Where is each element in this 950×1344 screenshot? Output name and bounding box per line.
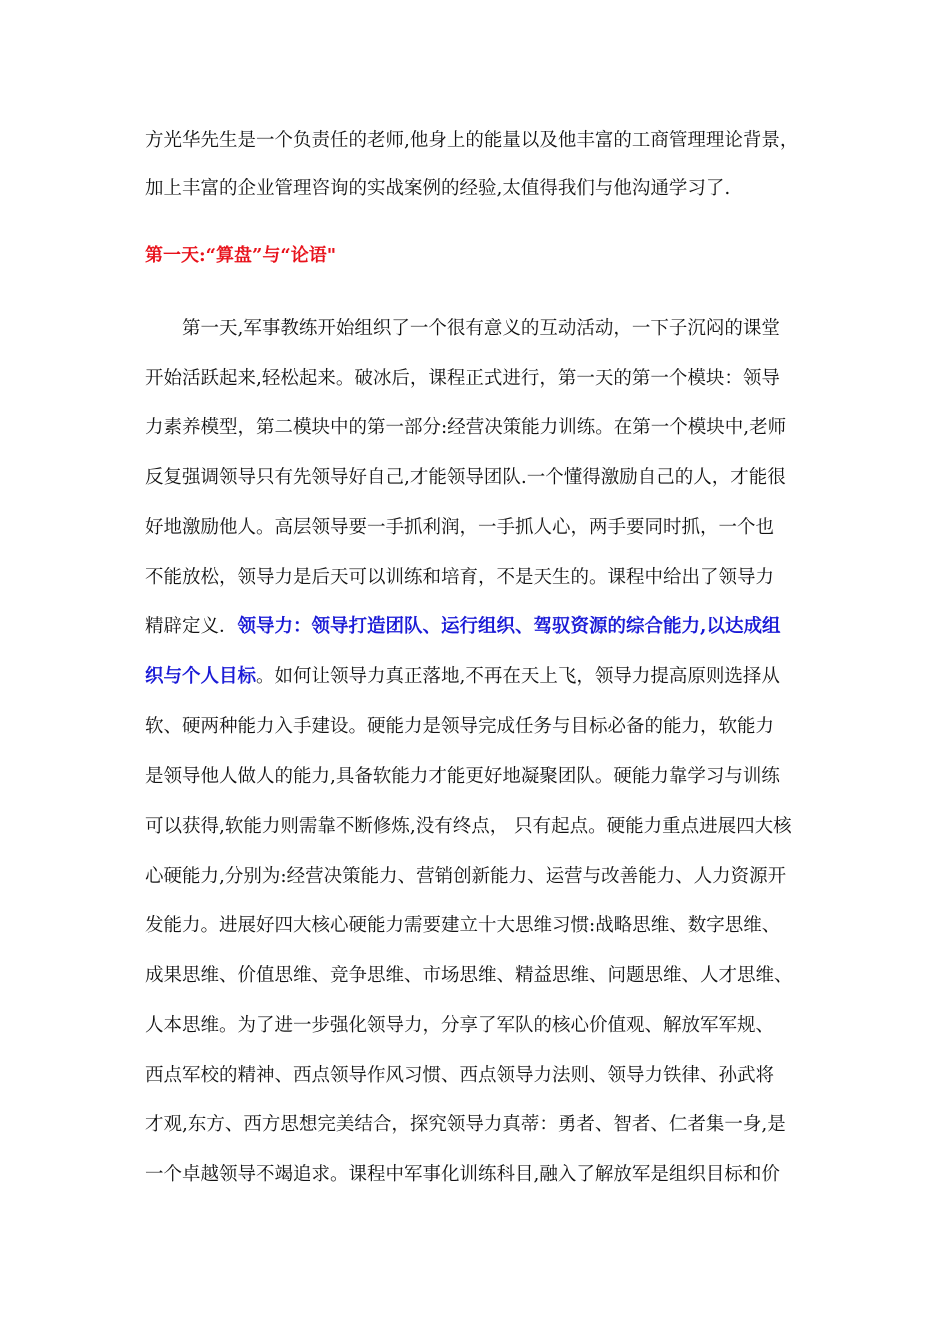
paragraph-line-14: 成果思维、价值思维、竞争思维、市场思维、精益思维、问题思维、人才思维、: [145, 965, 793, 986]
intro-line-1: 方光华先生是一个负责任的老师,他身上的能量以及他丰富的工商管理理论背景，: [145, 130, 799, 151]
leadership-definition-part-2: 织与个人目标: [145, 666, 257, 687]
paragraph-line-12: 心硬能力,分别为:经营决策能力、营销创新能力、运营与改善能力、人力资源开: [145, 866, 787, 887]
leadership-definition-part-1: 领导力：领导打造团队、运行组织、驾驭资源的综合能力,以达成组: [237, 616, 781, 637]
paragraph-line-5: 好地激励他人。高层领导要一手抓利润，一手抓人心，两手要同时抓，一个也: [145, 517, 775, 538]
paragraph-line-17: 才观,东方、西方思想完美结合，探究领导力真蒂：勇者、智者、仁者集一身,是: [145, 1114, 786, 1135]
paragraph-line-10: 是领导他人做人的能力,具备软能力才能更好地凝聚团队。硬能力靠学习与训练: [145, 766, 780, 787]
paragraph-line-2: 开始活跃起来,轻松起来。破冰后，课程正式进行，第一天的第一个模块：领导: [145, 368, 780, 389]
paragraph-line-18: 一个卓越领导不竭追求。课程中军事化训练科目,融入了解放军是组织目标和价: [145, 1164, 780, 1185]
definition-intro: 精辟定义．: [145, 616, 238, 637]
paragraph-line-13: 发能力。进展好四大核心硬能力需要建立十大思维习惯:战略思维、数字思维、: [145, 915, 781, 936]
paragraph-line-3: 力素养模型，第二模块中的第一部分:经营决策能力训练。在第一个模块中,老师: [145, 417, 787, 438]
paragraph-line-6: 不能放松，领导力是后天可以训练和培育，不是天生的。课程中给出了领导力: [145, 567, 775, 588]
paragraph-line-9: 软、硬两种能力入手建设。硬能力是领导完成任务与目标必备的能力，软能力: [145, 716, 775, 737]
paragraph-line-8: [145, 664, 780, 690]
paragraph-line-16: 西点军校的精神、西点领导作风习惯、西点领导力法则、领导力铁律、孙武将: [145, 1065, 775, 1086]
paragraph-line-7: [145, 614, 780, 640]
intro-line-2: 加上丰富的企业管理咨询的实战案例的经验,太值得我们与他沟通学习了.: [145, 178, 731, 199]
paragraph-line-4: 反复强调领导只有先领导好自己,才能领导团队.一个懂得激励自己的人，才能很: [145, 467, 786, 488]
paragraph-line-15: 人本思维。为了进一步强化领导力，分享了军队的核心价值观、解放军军规、: [145, 1015, 775, 1036]
paragraph-line-11: 可以获得,软能力则需靠不断修炼,没有终点， 只有起点。硬能力重点进展四大核: [145, 816, 792, 837]
paragraph-line-1: 第一天,军事教练开始组织了一个很有意义的互动活动，一下子沉闷的课堂: [182, 318, 780, 339]
section-heading: 第一天:“算盘”与“论语": [145, 245, 337, 266]
definition-followup: 。如何让领导力真正落地,不再在天上飞，领导力提高原则选择从: [256, 666, 780, 687]
